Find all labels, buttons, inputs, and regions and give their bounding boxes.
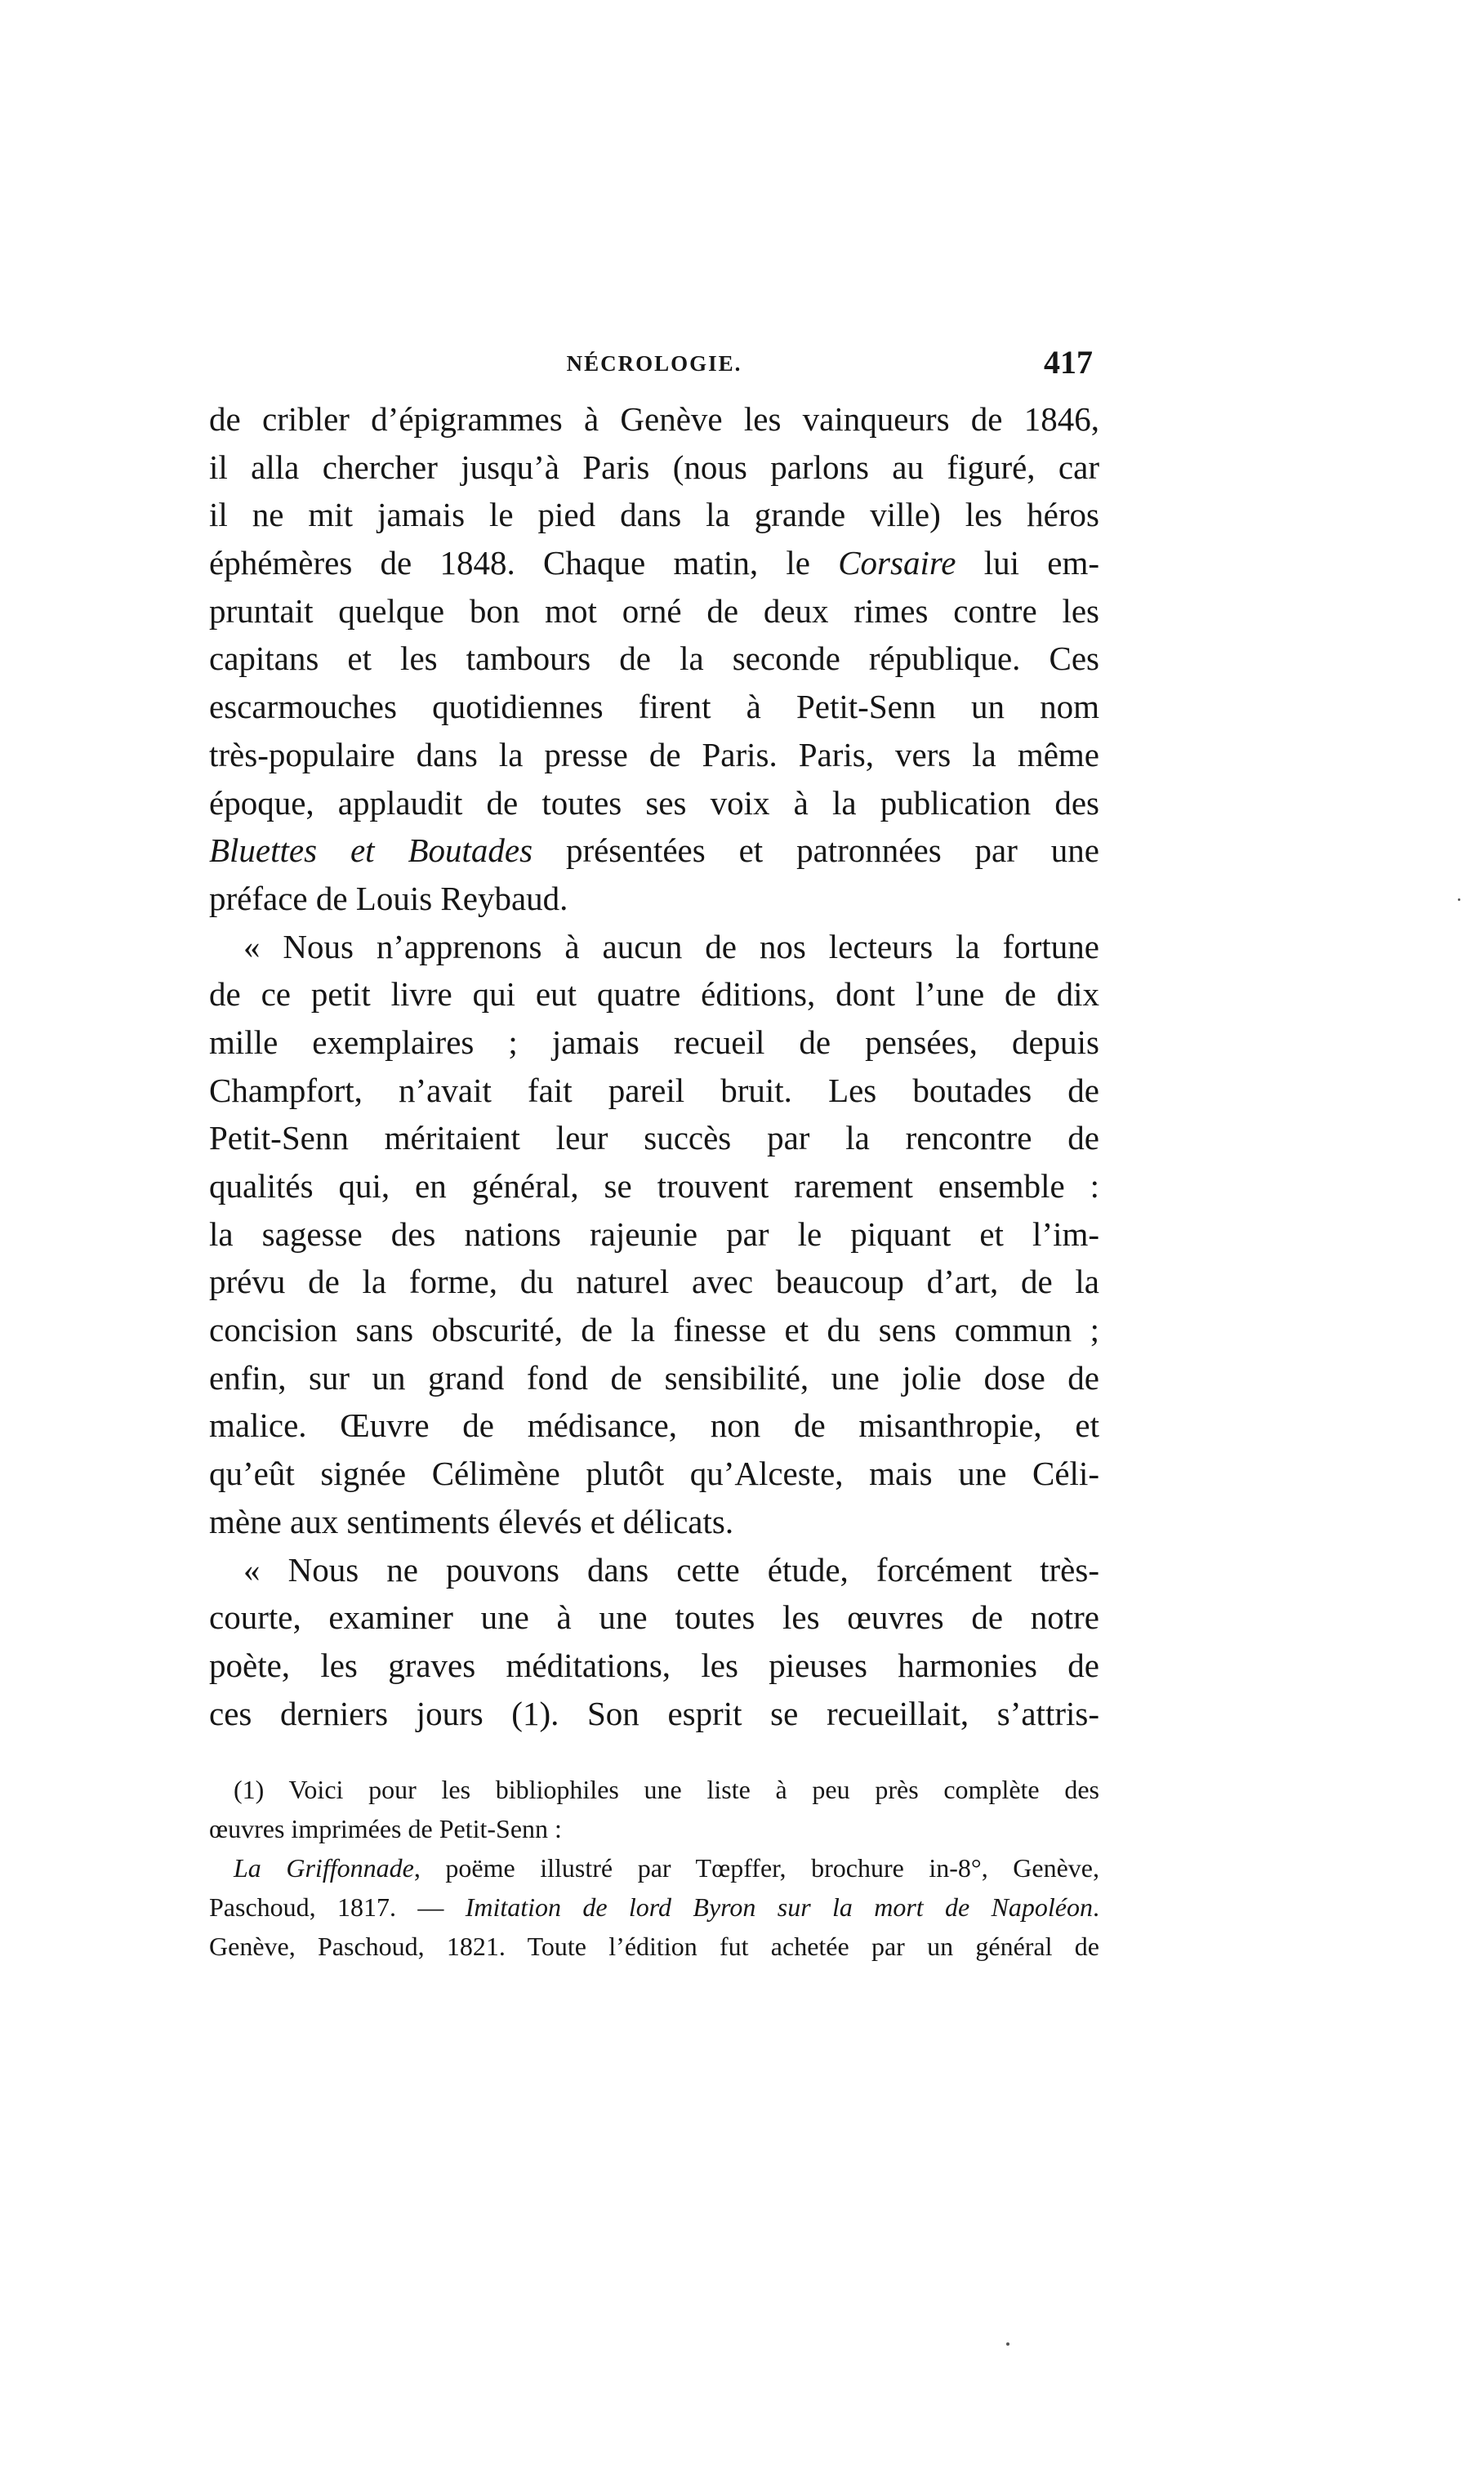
running-head: NÉCROLOGIE. [566,351,742,376]
italic-title: Corsaire [838,544,956,582]
text-line: de cribler d’épigrammes à Genève les vainqueurs de 1846, [209,400,1099,438]
text-line: poète, les graves méditations, les pieuses harmonies de [209,1646,1099,1684]
text-line: « Nous n’apprenons à aucun de nos lecteurs la fortune [243,927,1099,965]
italic-title: Imitation de lord Byron sur la mort de Napoléon [465,1892,1094,1922]
text-line: mille exemplaires ; jamais recueil de pensées, depuis [209,1023,1099,1061]
page-number: 417 [1044,344,1093,381]
text-line: époque, applaudit de toutes ses voix à la publication des [209,783,1099,822]
page-header [209,343,1099,384]
text-line: préface de Louis Reybaud. [209,879,568,917]
scan-speck [1458,898,1460,901]
text-line: escarmouches quotidiennes firent à Petit-Senn un nom [209,688,1099,726]
text-line: Champfort, n’avait fait pareil bruit. Les boutades de [209,1071,1099,1109]
text-line: ces derniers jours (1). Son esprit se recueillait, s’attris- [209,1694,1099,1732]
text-line: de ce petit livre qui eut quatre éditions, dont l’une de dix [209,975,1099,1014]
text-line: qualités qui, en général, se trouvent rarement ensemble : [209,1167,1099,1205]
text-line: concision sans obscurité, de la finesse et du sens commun ; [209,1311,1099,1349]
italic-title: La Griffonnade [234,1853,414,1883]
body-text [209,395,1099,1737]
italic-title: Bluettes et Boutades [209,831,533,870]
text-line: éphémères de 1848. Chaque matin, le Corsaire lui em- [209,544,1099,582]
footnote-line: La Griffonnade, poëme illustré par Tœpffer, brochure in-8°, Genève, [234,1853,1100,1883]
text-line: il ne mit jamais le pied dans la grande ville) les héros [209,496,1099,534]
footnote-line: œuvres imprimées de Petit-Senn : [209,1814,562,1843]
text-line: Bluettes et Boutades présentées et patronnées par une [209,831,1099,870]
text-line: Petit-Senn méritaient leur succès par la rencontre de [209,1119,1099,1157]
footnote-line: (1) Voici pour les bibliophiles une liste à peu près complète des [234,1775,1099,1804]
text-line: il alla chercher jusqu’à Paris (nous parlons au figuré, car [209,448,1099,486]
text-line: « Nous ne pouvons dans cette étude, forcément très- [243,1550,1099,1589]
footnotes [209,1770,1099,1966]
text-line: prévu de la forme, du naturel avec beaucoup d’art, de la [209,1263,1099,1301]
text-line: la sagesse des nations rajeunie par le piquant et l’im- [209,1214,1099,1253]
footnote-line: Genève, Paschoud, 1821. Toute l’édition fut achetée par un général de [209,1932,1099,1961]
text-line: pruntait quelque bon mot orné de deux rimes contre les [209,591,1099,630]
text-line: courte, examiner une à une toutes les œuvres de notre [209,1598,1099,1637]
text-line: capitans et les tambours de la seconde république. Ces [209,640,1099,678]
text-line: très-populaire dans la presse de Paris. Paris, vers la même [209,735,1099,773]
footnote-line: Paschoud, 1817. — Imitation de lord Byron sur la mort de Napoléon. [209,1892,1100,1922]
text-line: malice. Œuvre de médisance, non de misanthropie, et [209,1406,1099,1445]
scan-speck [1006,2342,1009,2346]
text-line: qu’eût signée Célimène plutôt qu’Alceste, mais une Céli- [209,1455,1099,1493]
text-line: enfin, sur un grand fond de sensibilité, une jolie dose de [209,1358,1099,1397]
text-line: mène aux sentiments élevés et délicats. [209,1502,734,1540]
